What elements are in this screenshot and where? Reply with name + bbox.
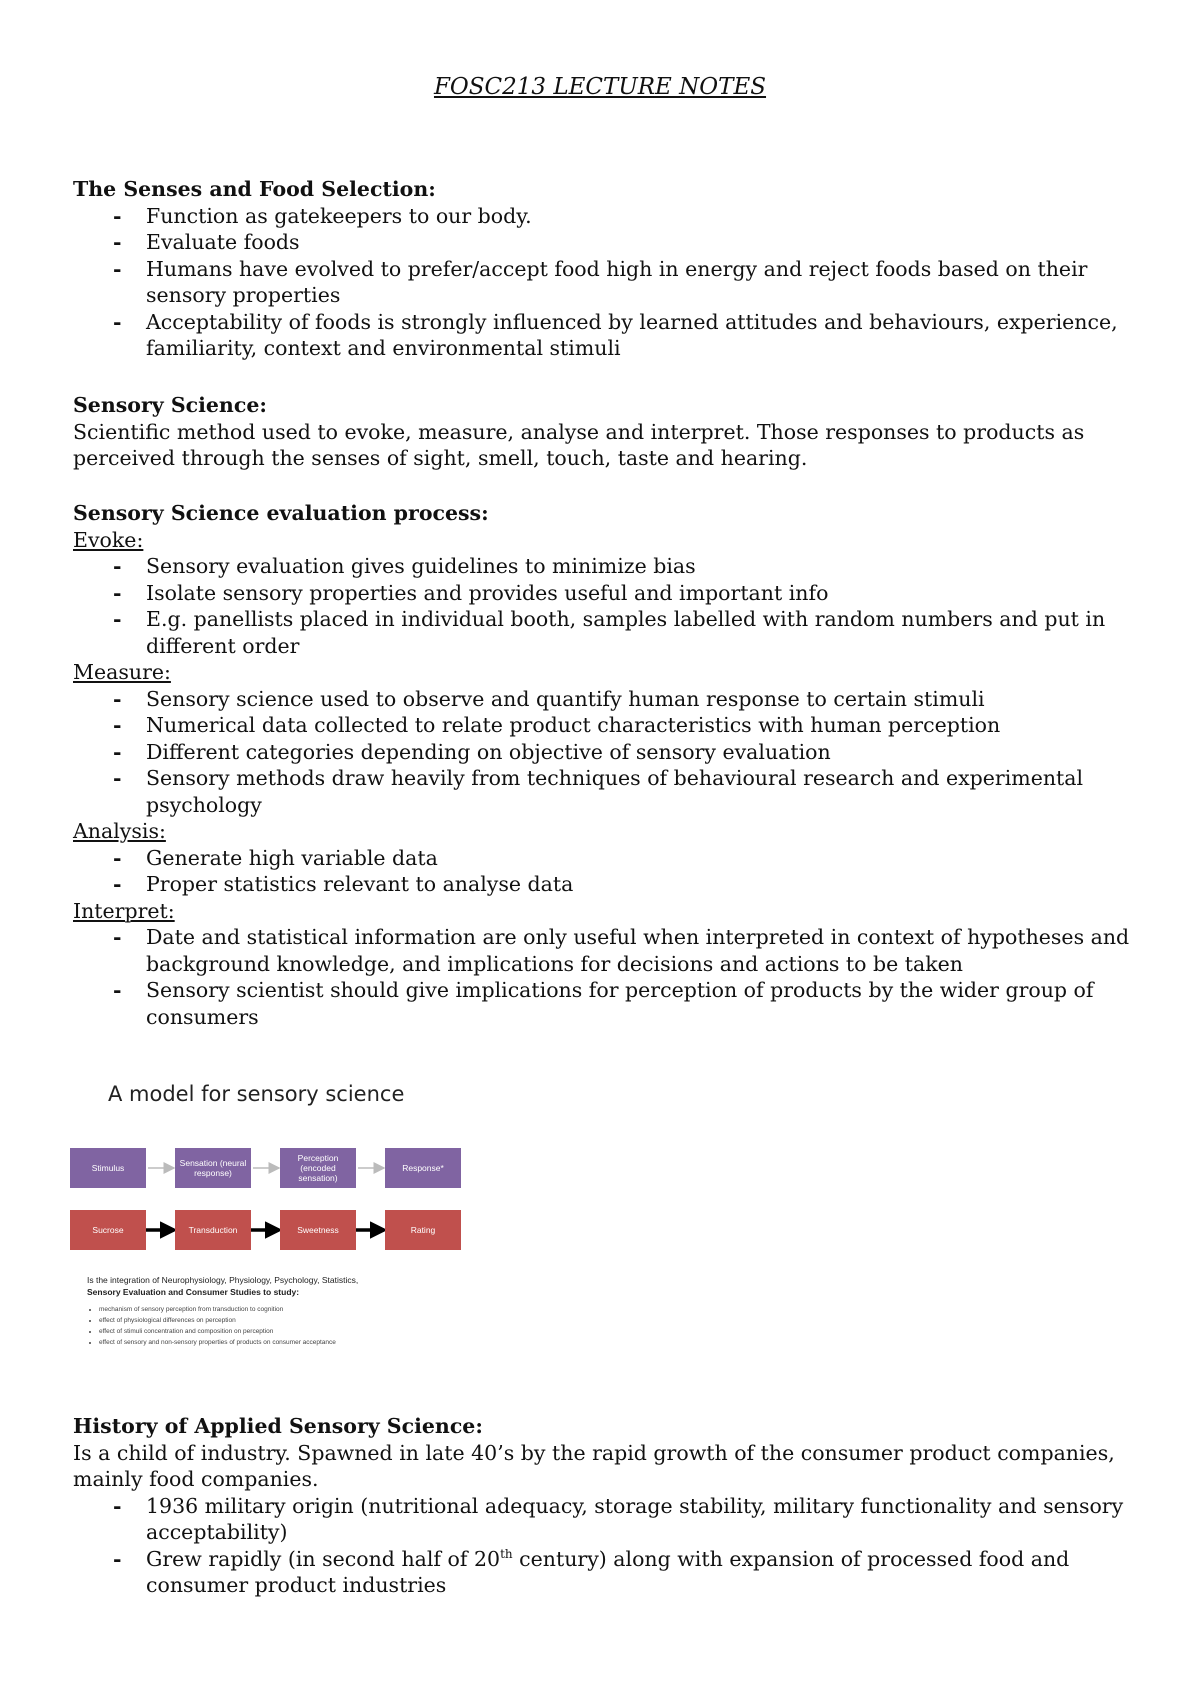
list-item: - Evaluate foods (73, 229, 1143, 256)
sensation-box: Sensation (neural response) (175, 1148, 251, 1188)
bullet-list (73, 553, 1143, 659)
list-item: • effect of stimuli concentration and composition on perception (99, 1326, 467, 1337)
list-item: - Date and statistical information are only useful when interpreted in context of hypotheses and background knowledge, and implications for decisions and actions to be taken (73, 924, 1143, 977)
response-box: Response* (385, 1148, 461, 1188)
subheading-evoke: Evoke: (73, 527, 144, 552)
section-heading: History of Applied Sensory Science: (73, 1414, 483, 1438)
section-history (73, 1413, 1143, 1599)
list-item: - Sensory methods draw heavily from techniques of behavioural research and experimental psychology (73, 765, 1143, 818)
bullet-list (73, 1493, 1143, 1599)
list-item: • effect of sensory and non-sensory properties of products on consumer acceptance (99, 1337, 467, 1348)
subheading-measure: Measure: (73, 660, 171, 684)
list-item: - Generate high variable data (73, 845, 1143, 872)
section-sensory-science (73, 392, 1143, 472)
list-item: - E.g. panellists placed in individual booth, samples labelled with random numbers and put in different order (73, 606, 1143, 659)
model-desc-line: Sensory Evaluation and Consumer Studies to study: (87, 1287, 300, 1297)
text-span: century) along with expansion of processed food and consumer product industries (146, 1546, 1070, 1597)
section-evaluation-process (73, 500, 1143, 1030)
list-item: • mechanism of sensory perception from transduction to cognition (99, 1304, 467, 1315)
model-desc-line: Is the integration of Neurophysiology, Physiology, Psychology, Statistics, (87, 1275, 359, 1285)
stimulus-box: Stimulus (70, 1148, 146, 1188)
model-description (87, 1274, 467, 1348)
transduction-box: Transduction (175, 1210, 251, 1250)
bullet-list (73, 203, 1143, 362)
sensory-model-diagram (70, 1140, 470, 1360)
rating-box: Rating (385, 1210, 461, 1250)
section-heading: The Senses and Food Selection: (73, 177, 436, 201)
subheading-analysis: Analysis: (73, 819, 166, 843)
section-heading: Sensory Science: (73, 393, 267, 417)
section-senses (73, 176, 1143, 362)
list-item: • effect of physiological differences on perception (99, 1315, 467, 1326)
list-item: - Isolate sensory properties and provides useful and important info (73, 580, 1143, 607)
bullet-list (73, 924, 1143, 1030)
list-item: - 1936 military origin (nutritional adequacy, storage stability, military functionality and sensory acceptability) (73, 1493, 1143, 1546)
list-item: - Sensory scientist should give implications for perception of products by the wider group of consumers (73, 977, 1143, 1030)
list-item: - Proper statistics relevant to analyse data (73, 871, 1143, 898)
sweetness-box: Sweetness (280, 1210, 356, 1250)
list-item: - Function as gatekeepers to our body. (73, 203, 1143, 230)
model-title: A model for sensory science (108, 1082, 405, 1106)
list-item: - Acceptability of foods is strongly influenced by learned attitudes and behaviours, experience, familiarity, context and environmental stimuli (73, 309, 1143, 362)
bullet-list (73, 845, 1143, 898)
paragraph: Scientific method used to evoke, measure, analyse and interpret. Those responses to products as perceived through the senses of sight, smell, touch, taste and hearing. (73, 419, 1085, 470)
list-item: - Numerical data collected to relate product characteristics with human perception (73, 712, 1143, 739)
text-span: Grew rapidly (in second half of 20 (146, 1546, 501, 1571)
paragraph: Is a child of industry. Spawned in late 40’s by the rapid growth of the consumer product companies, mainly food companies. (73, 1440, 1115, 1491)
list-item: - Sensory evaluation gives guidelines to minimize bias (73, 553, 1143, 580)
list-item: - Humans have evolved to prefer/accept food high in energy and reject foods based on their sensory properties (73, 256, 1143, 309)
model-bullet-list (87, 1304, 467, 1348)
list-item (73, 1546, 1143, 1599)
section-heading: Sensory Science evaluation process: (73, 501, 489, 525)
list-item: - Different categories depending on objective of sensory evaluation (73, 739, 1143, 766)
subheading-interpret: Interpret: (73, 898, 175, 923)
perception-box: Perception (encoded sensation) (280, 1148, 356, 1188)
bullet-list (73, 686, 1143, 819)
superscript: th (500, 1546, 513, 1561)
document-title: FOSC213 LECTURE NOTES (433, 74, 767, 100)
sucrose-box: Sucrose (70, 1210, 146, 1250)
list-item: - Sensory science used to observe and quantify human response to certain stimuli (73, 686, 1143, 713)
